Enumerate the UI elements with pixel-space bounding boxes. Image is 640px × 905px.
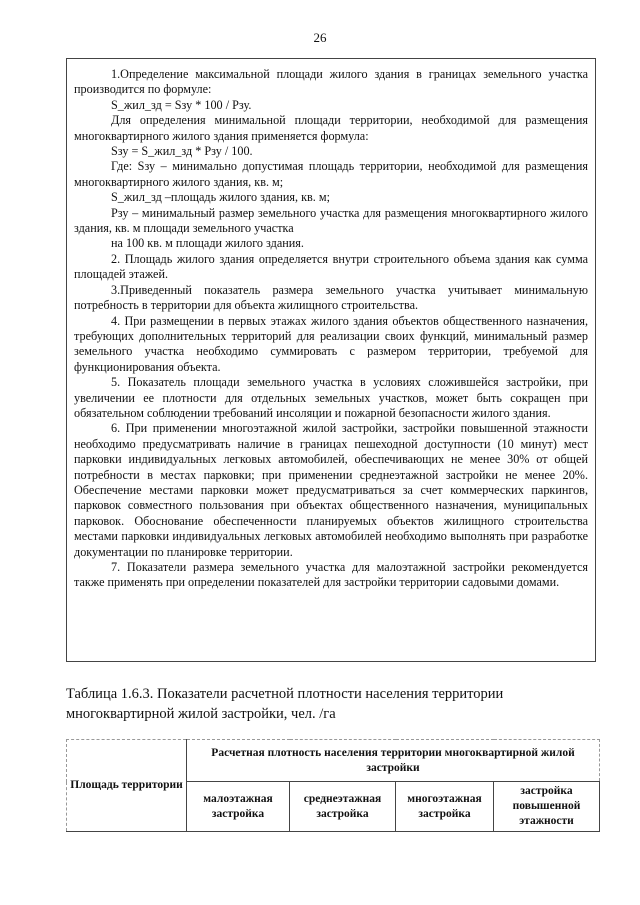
density-table xyxy=(66,739,600,832)
formula-min-area: Sзу = S_жил_зд * Рзу / 100. xyxy=(111,144,253,159)
note-paragraph-6: на 100 кв. м площади жилого здания. xyxy=(111,236,304,251)
header-density-group: Расчетная плотность населения территории многоквартирной жилой застройки xyxy=(187,740,600,782)
header-area: Площадь территории xyxy=(67,740,187,832)
formula-max-area: S_жил_зд = Sзу * 100 / Рзу. xyxy=(111,97,252,112)
note-paragraph-8: 3.Приведенный показатель размера земельного участка учитывает минимальную потребность в территории для объекта жилищного строительства. xyxy=(74,282,588,313)
note-paragraph-2: Для определения минимальной площади территории, необходимой для размещения многоквартирного жилого здания применяется формула: xyxy=(74,113,588,143)
note-paragraph-12: 7. Показатели размера земельного участка для малоэтажной застройки рекомендуется также применять при определении показателей для застройки территории садовыми домами. xyxy=(74,560,588,590)
header-high-rise: застройка повышенной этажности xyxy=(494,782,600,832)
table-header-row xyxy=(67,740,600,782)
note-paragraph-10: 5. Показатель площади земельного участка в условиях сложившейся застройки, при увеличении ее плотности для отдельных земельных участков, может быть сокращен при обязательном соблюдении требований инсоляции и пожарной безопасности жилого здания. xyxy=(74,375,588,420)
note-paragraph-5: Рзу – минимальный размер земельного участка для размещения многоквартирного жилого здания, кв. м площади земельного участка xyxy=(74,205,588,236)
header-multi-storey: многоэтажная застройка xyxy=(396,782,494,832)
page-number: 26 xyxy=(313,30,327,45)
note-paragraph-9: 4. При размещении в первых этажах жилого здания объектов общественного назначения, требующих дополнительных территорий для реализации своих функций, минимальный размер земельного участка необходимо суммировать с размером территории, требуемой для функционирования объекта. xyxy=(74,313,588,374)
notes-box xyxy=(66,58,596,662)
table-caption: Таблица 1.6.3. Показатели расчетной плотности населения территории многоквартирной жилой застройки, чел. /га xyxy=(66,686,504,722)
note-paragraph-3: Где: Sзу – минимально допустимая площадь территории, необходимой для размещения многоквартирного жилого здания, кв. м; xyxy=(74,159,588,189)
note-paragraph-11: 6. При применении многоэтажной жилой застройки, застройки повышенной этажности необходимо предусматривать наличие в границах пешеходной доступности (10 минут) мест парковки индивидуальных легковых автомобилей, обеспечивающих не менее 30% от общей потребности в местах парковки; при применении среднеэтажной застройки не менее 20%. Обеспечение местами парковки может предусматриваться за счет коммерческих паркингов, парковок совместного пользования при объектах общественного назначения, муниципальных парковок. Обоснование обеспеченности планируемых объектов жилищного строительства местами парковки индивидуальных легковых автомобилей необходимо выполнять при разработке документации по планировке территории. xyxy=(74,421,588,559)
note-paragraph-1: 1.Определение максимальной площади жилого здания в границах земельного участка производится по формуле: xyxy=(74,67,588,97)
header-low-rise: малоэтажная застройка xyxy=(187,782,290,832)
note-paragraph-4: S_жил_зд –площадь жилого здания, кв. м; xyxy=(111,190,330,205)
note-paragraph-7: 2. Площадь жилого здания определяется внутри строительного объема здания как сумма площадей этажей. xyxy=(74,251,588,282)
header-mid-rise: среднеэтажная застройка xyxy=(290,782,396,832)
